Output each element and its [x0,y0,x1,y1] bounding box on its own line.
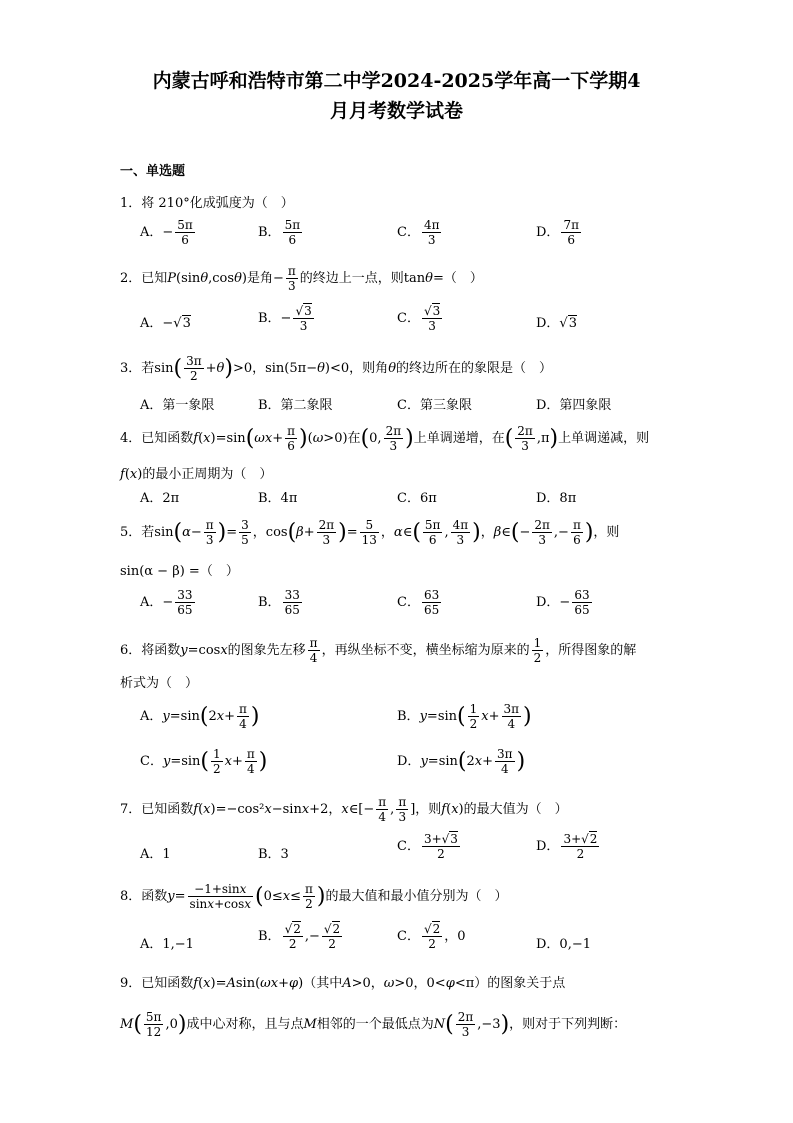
q4-option-a: A．2π [140,491,180,506]
q5-option-b: B． $\frac{33}{65}$ [258,588,300,617]
q8-option-c: C． $\frac{√2}{2}$ ，0 [397,922,466,951]
question-4-stem: 4．已知函数f(x)=sin(ωx+ $\frac{\pi}{6}$ )(ω>0)在(0, $\frac{2\pi}{3}$ )上单调递增，在( $\frac{2\pi}{3}$ ,π)上单调递减，则 [120,424,650,453]
q1-option-a: A．− $\frac{5\pi}{6}$ [140,218,193,247]
question-7-stem: 7．已知函数f(x)=−cos²x−sinx+2，x∈[− $\frac{\pi}{4}$ , $\frac{\pi}{3}$ ]，则f(x)的最大值为（ ） [120,795,568,824]
q2-option-d: D．√3 [536,316,577,331]
q7-option-a: A．1 [140,847,171,862]
question-3-stem: 3．若sin( $\frac{3\pi}{2}$ +θ)>0，sin(5π−θ)<0，则角θ的终边所在的象限是（ ） [120,354,553,383]
q2-option-c: C． $\frac{√3}{3}$ [397,304,441,333]
q4-option-c: C．6π [397,491,437,506]
q2-option-b: B．− $\frac{√3}{3}$ [258,304,312,333]
q6-option-c: C．y=sin( $\frac{1}{2}$ x+ $\frac{\pi}{4}$ ) [140,747,268,776]
q3-option-b: B．第二象限 [258,398,333,413]
q4-option-d: D．8π [536,491,577,506]
q7-option-c: C． $\frac{3+√3}{2}$ [397,832,458,861]
title-line-2: 月月考数学试卷 [329,100,463,122]
question-9-stem: 9．已知函数f(x)=Asin(ωx+φ)（其中A>0，ω>0，0<φ<π）的图象关于点 [120,976,566,991]
section-heading: 一、单选题 [120,164,186,179]
q7-option-b: B．3 [258,847,289,862]
q3-option-c: C．第三象限 [397,398,472,413]
question-5-stem: 5．若sin(α− $\frac{\pi}{3}$ )= $\frac{3}{5}$ ，cos(β+ $\frac{2\pi}{3}$ )= $\frac{5}{13}$ ，α∈( $\frac{5\pi}{6}$ , $\frac{4\pi}{3}$ )，β∈(− $\frac{2\pi}{3}$ ,− $\frac{\pi}{6}$ )，则 [120,518,620,547]
q2-option-a: A．−√3 [140,316,191,331]
q6-option-a: A．y=sin(2x+ $\frac{\pi}{4}$ ) [140,702,260,731]
question-6-stem: 6．将函数y=cosx的图象先左移 $\frac{\pi}{4}$ ，再纵坐标不变，横坐标缩为原来的 $\frac{1}{2}$ ，所得图象的解 [120,636,637,665]
q3-option-d: D．第四象限 [536,398,612,413]
q5-option-c: C． $\frac{63}{65}$ [397,588,440,617]
q6-option-b: B．y=sin( $\frac{1}{2}$ x+ $\frac{3\pi}{4}$ ) [397,702,532,731]
q4-option-b: B．4π [258,491,298,506]
question-9-line-2: M( $\frac{5\pi}{12}$ ,0)成中心对称，且与点M相邻的一个最低点为N( $\frac{2\pi}{3}$ ,−3)，则对于下列判断： [120,1010,627,1039]
q1-option-b: B． $\frac{5\pi}{6}$ [258,218,301,247]
q5-option-a: A．− $\frac{33}{65}$ [140,588,193,617]
question-1-stem: 1．将 210°化成弧度为（ ） [120,196,294,211]
q8-option-d: D．0,−1 [536,937,591,952]
question-8-stem: 8．函数y= $\frac{-1+\sin x}{\sin x+\cos x}$ (0≤x≤ $\frac{\pi}{2}$ )的最大值和最小值分别为（ ） [120,882,508,911]
q6-option-d: D．y=sin(2x+ $\frac{3\pi}{4}$ ) [397,747,526,776]
q3-option-a: A．第一象限 [140,398,215,413]
q5-option-d: D．− $\frac{63}{65}$ [536,588,590,617]
q1-option-c: C． $\frac{4\pi}{3}$ [397,218,440,247]
q1-option-d: D． $\frac{7\pi}{6}$ [536,218,579,247]
q7-option-d: D． $\frac{3+√2}{2}$ [536,832,598,861]
question-6-line-2: 析式为（ ） [120,676,199,691]
question-2-stem: 2．已知P(sinθ,cosθ)是角− $\frac{\pi}{3}$ 的终边上一点，则tanθ=（ ） [120,264,483,293]
title-line-1: 内蒙古呼和浩特市第二中学2024-2025学年高一下学期4 [152,70,641,92]
question-5-line-2: sin(α − β) =（ ） [120,564,239,579]
question-4-line-2: f(x)的最小正周期为（ ） [120,467,273,482]
q8-option-b: B． $\frac{√2}{2}$ ,− $\frac{√2}{2}$ [258,922,341,951]
q8-option-a: A．1,−1 [140,937,194,952]
